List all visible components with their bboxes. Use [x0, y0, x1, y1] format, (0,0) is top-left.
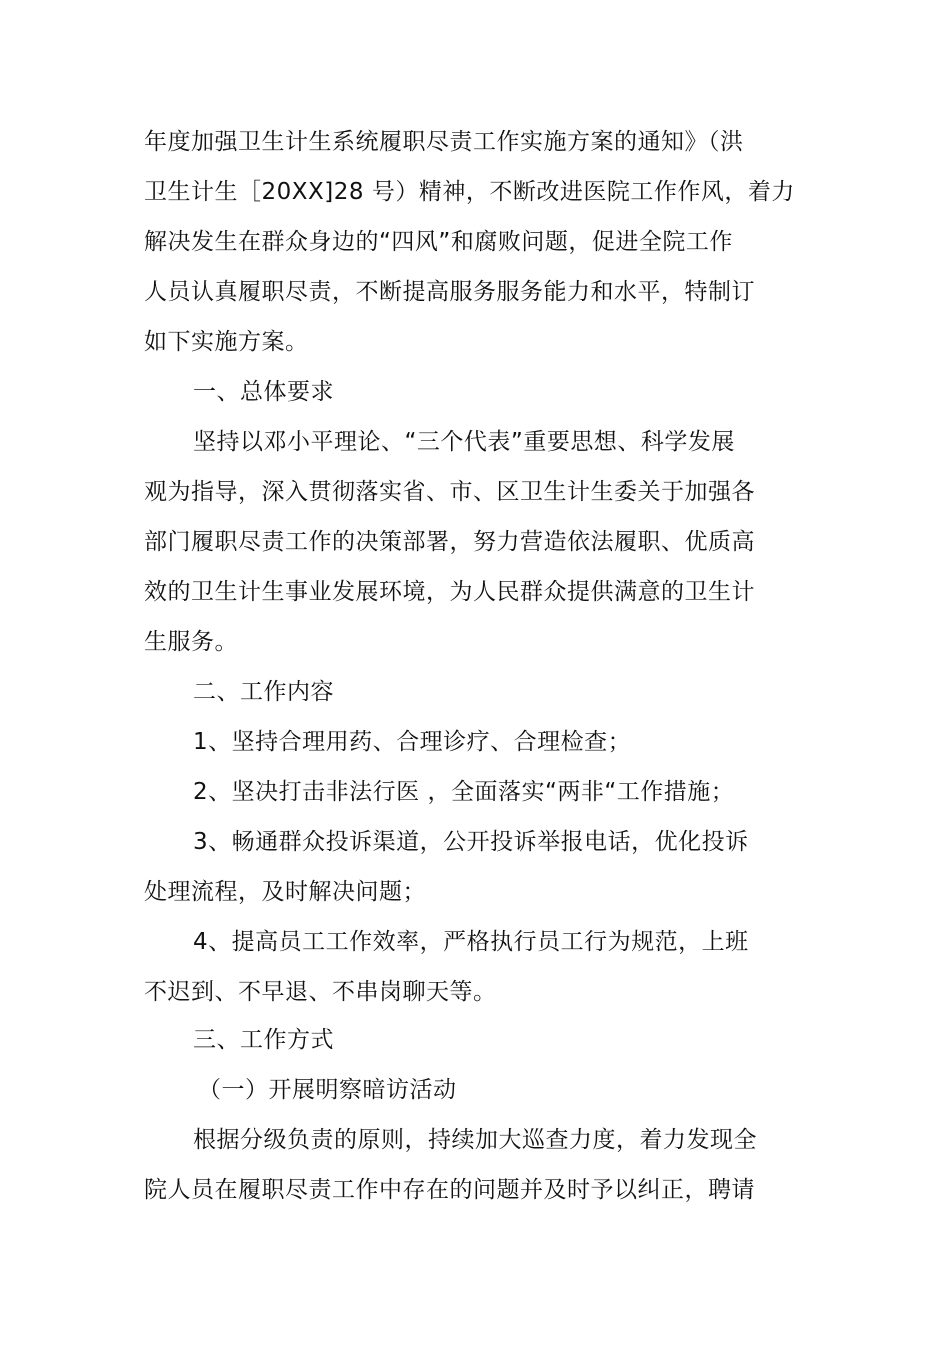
paragraph-line: 根据分级负责的原则，持续加大巡查力度，着力发现全	[193, 1127, 757, 1153]
list-item-continuation: 处理流程，及时解决问题；	[144, 879, 426, 905]
paragraph-line: 解决发生在群众身边的“四风”和腐败问题，促进全院工作	[144, 229, 733, 255]
paragraph-line: 年度加强卫生计生系统履职尽责工作实施方案的通知》（洪	[144, 129, 744, 155]
paragraph-line: 效的卫生计生事业发展环境，为人民群众提供满意的卫生计	[144, 579, 755, 605]
list-item-continuation: 不迟到、不早退、不串岗聊天等。	[144, 979, 497, 1005]
section-heading: 二、工作内容	[193, 679, 334, 705]
list-item: 4、提高员工工作效率，严格执行员工行为规范，上班	[193, 929, 749, 955]
paragraph-line: 院人员在履职尽责工作中存在的问题并及时予以纠正，聘请	[144, 1177, 755, 1203]
paragraph-line: 坚持以邓小平理论、“三个代表”重要思想、科学发展	[193, 429, 735, 455]
list-item: 2、坚决打击非法行医 ，全面落实“两非“工作措施；	[193, 779, 735, 805]
paragraph-line: 观为指导，深入贯彻落实省、市、区卫生计生委关于加强各	[144, 479, 755, 505]
paragraph-line: 如下实施方案。	[144, 329, 309, 355]
section-heading: 三、工作方式	[193, 1027, 334, 1053]
paragraph-line: 卫生计生［20XX]28 号）精神，不断改进医院工作作风，着力	[144, 179, 795, 205]
paragraph-line: 部门履职尽责工作的决策部署，努力营造依法履职、优质高	[144, 529, 755, 555]
paragraph-line: 生服务。	[144, 629, 238, 655]
list-item: 1、坚持合理用药、合理诊疗、合理检查；	[193, 729, 632, 755]
list-item: 3、畅通群众投诉渠道，公开投诉举报电话，优化投诉	[193, 829, 749, 855]
section-heading: 一、总体要求	[193, 379, 334, 405]
paragraph-line: 人员认真履职尽责，不断提高服务服务能力和水平，特制订	[144, 279, 755, 305]
subsection-heading: （一）开展明察暗访活动	[198, 1077, 457, 1103]
